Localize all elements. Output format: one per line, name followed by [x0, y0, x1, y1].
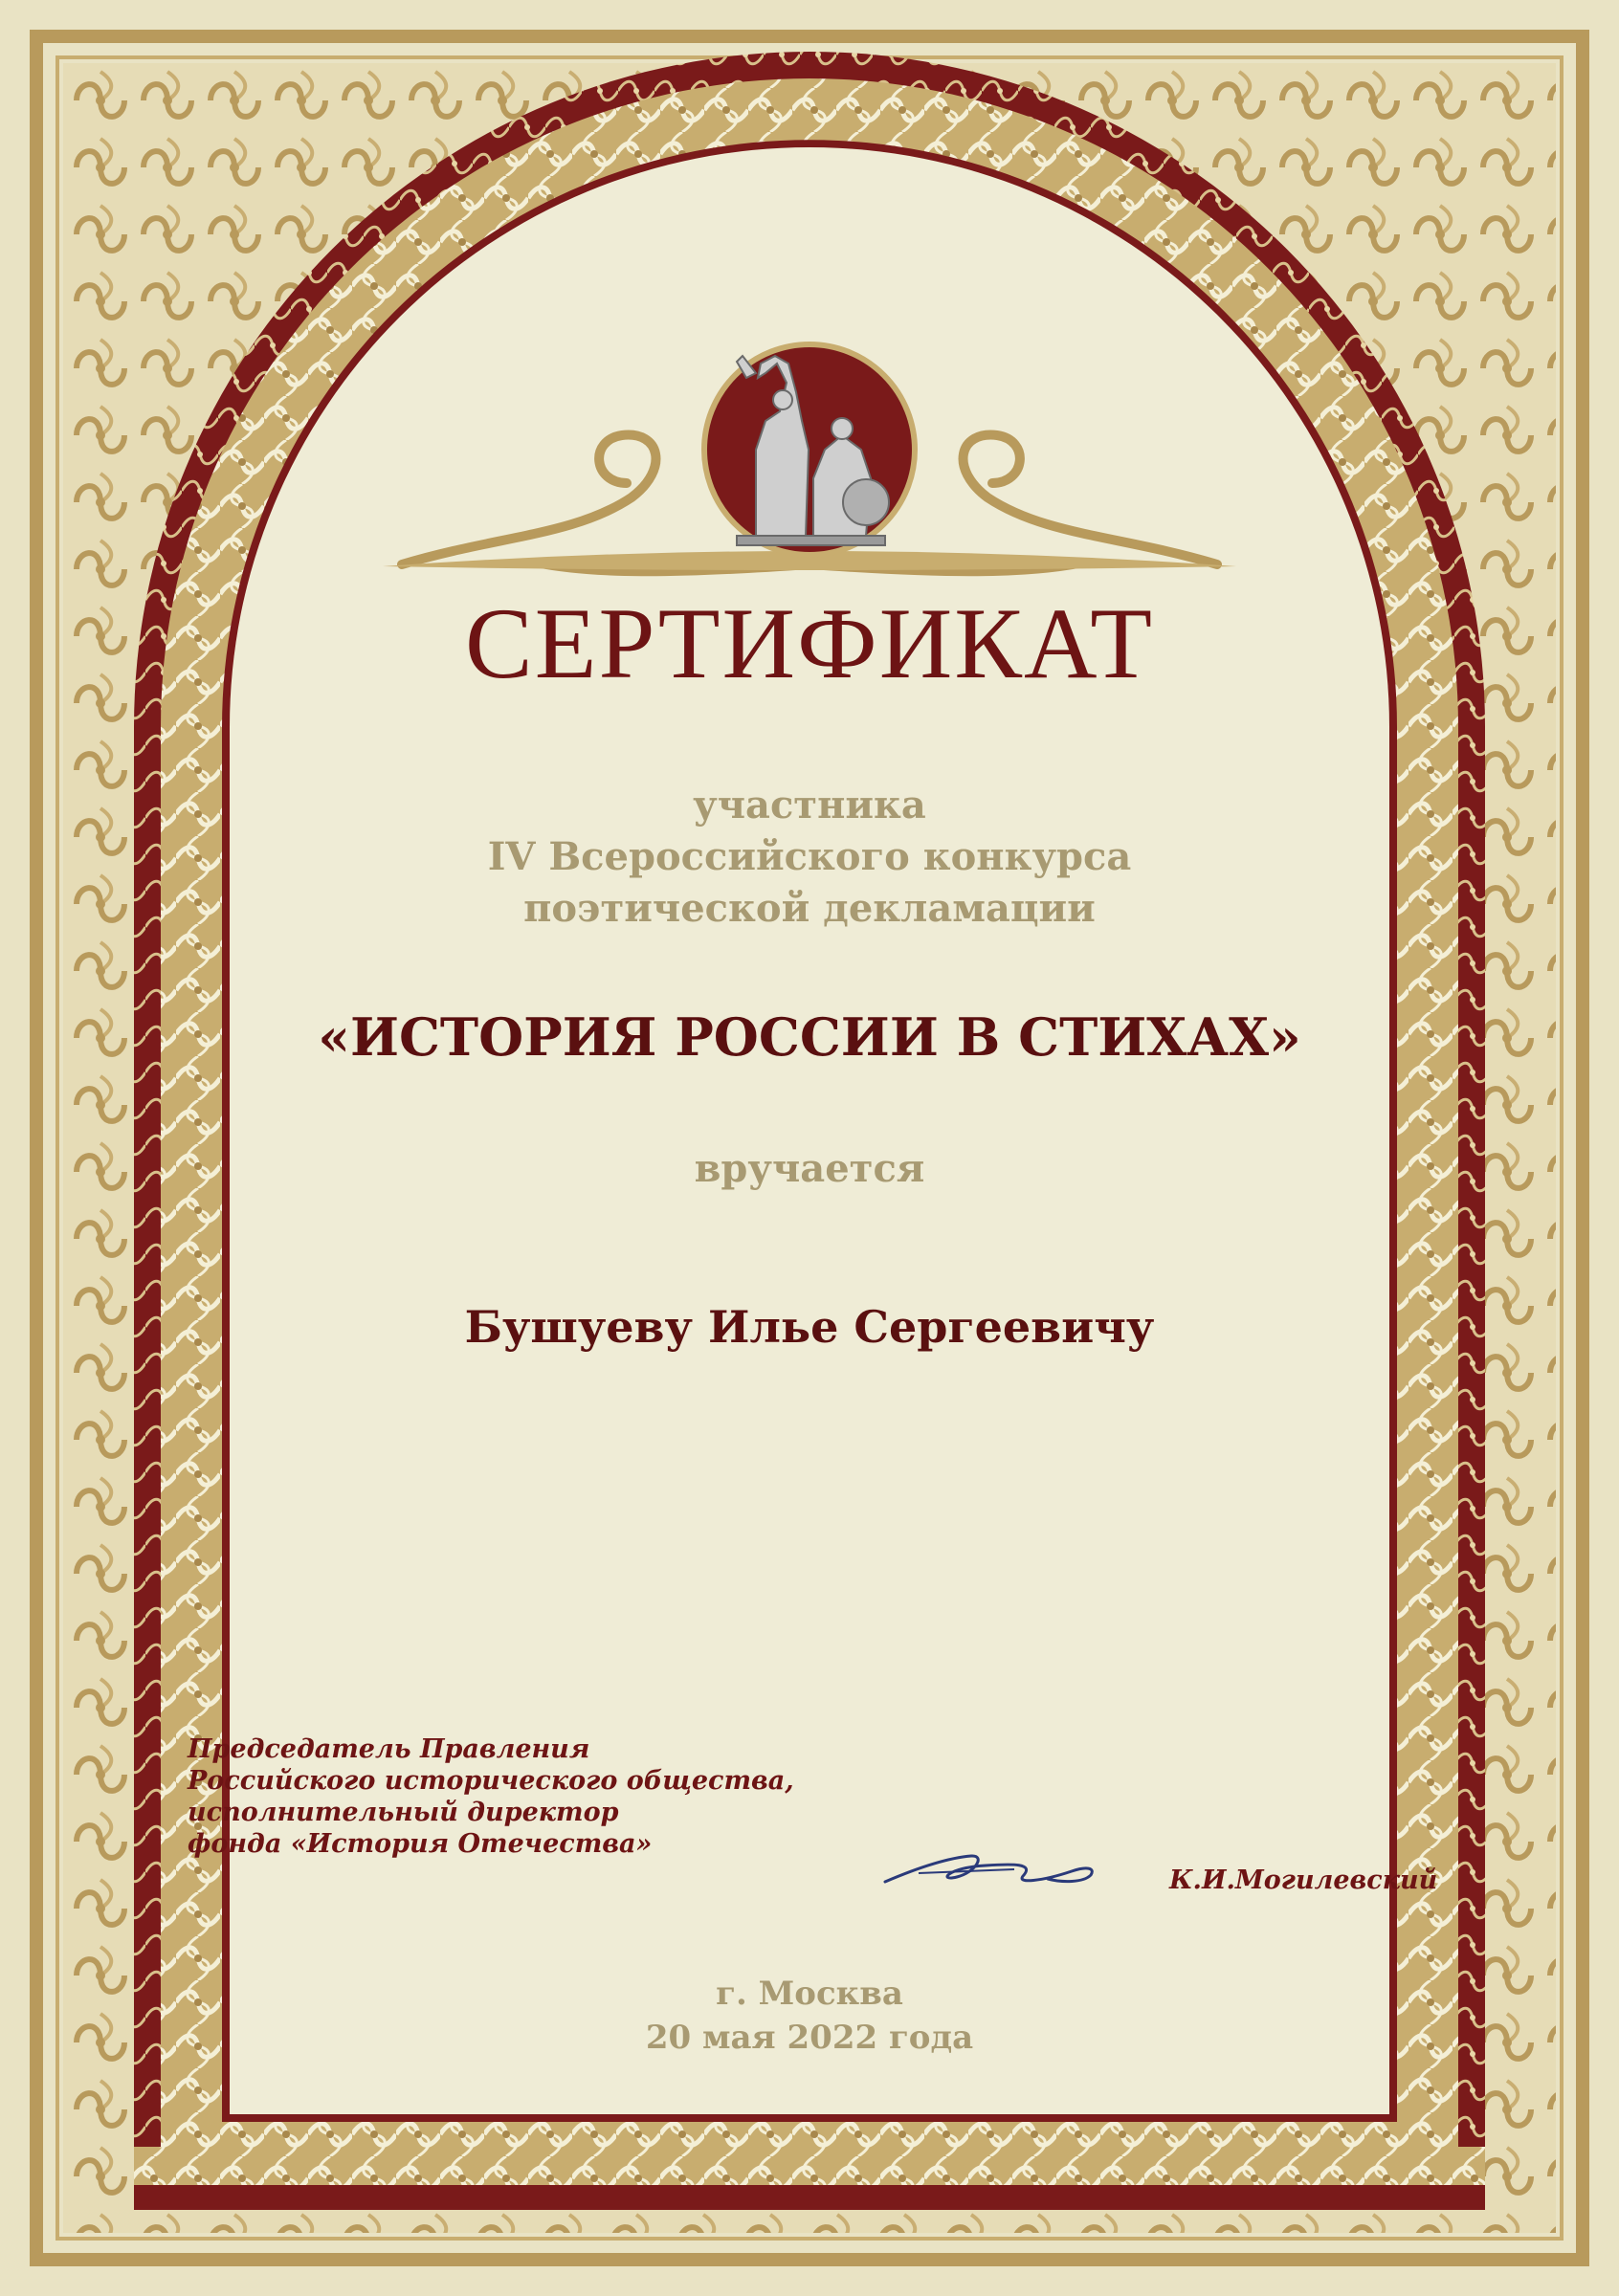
subtitle-line-1: участника: [693, 783, 926, 828]
signatory-title-line: фонда «История Отечества»: [188, 1829, 653, 1859]
signatory-title-line: исполнительный директор: [188, 1798, 619, 1827]
signatory-title-line: Российского исторического общества,: [188, 1766, 794, 1796]
handwritten-signature: [880, 1839, 1110, 1896]
subtitle-line-2: IV Всероссийского конкурса: [487, 834, 1132, 879]
contest-name: «ИСТОРИЯ РОССИИ В СТИХАХ»: [318, 1006, 1301, 1068]
signatory-title: [188, 1733, 794, 1860]
subtitle-line-3: поэтической декламации: [523, 886, 1096, 931]
certificate-title: СЕРТИФИКАТ: [465, 587, 1154, 699]
signatory-name: К.И.Могилевский: [1169, 1866, 1438, 1895]
awarded-text: вручается: [694, 1146, 925, 1191]
city: г. Москва: [716, 1975, 903, 2013]
recipient-name: Бушуеву Илье Сергеевичу: [464, 1301, 1155, 1353]
issue-date: 20 мая 2022 года: [645, 2019, 974, 2057]
monument-emblem-icon: [704, 344, 915, 555]
signatory-title-line: Председатель Правления: [188, 1734, 590, 1764]
